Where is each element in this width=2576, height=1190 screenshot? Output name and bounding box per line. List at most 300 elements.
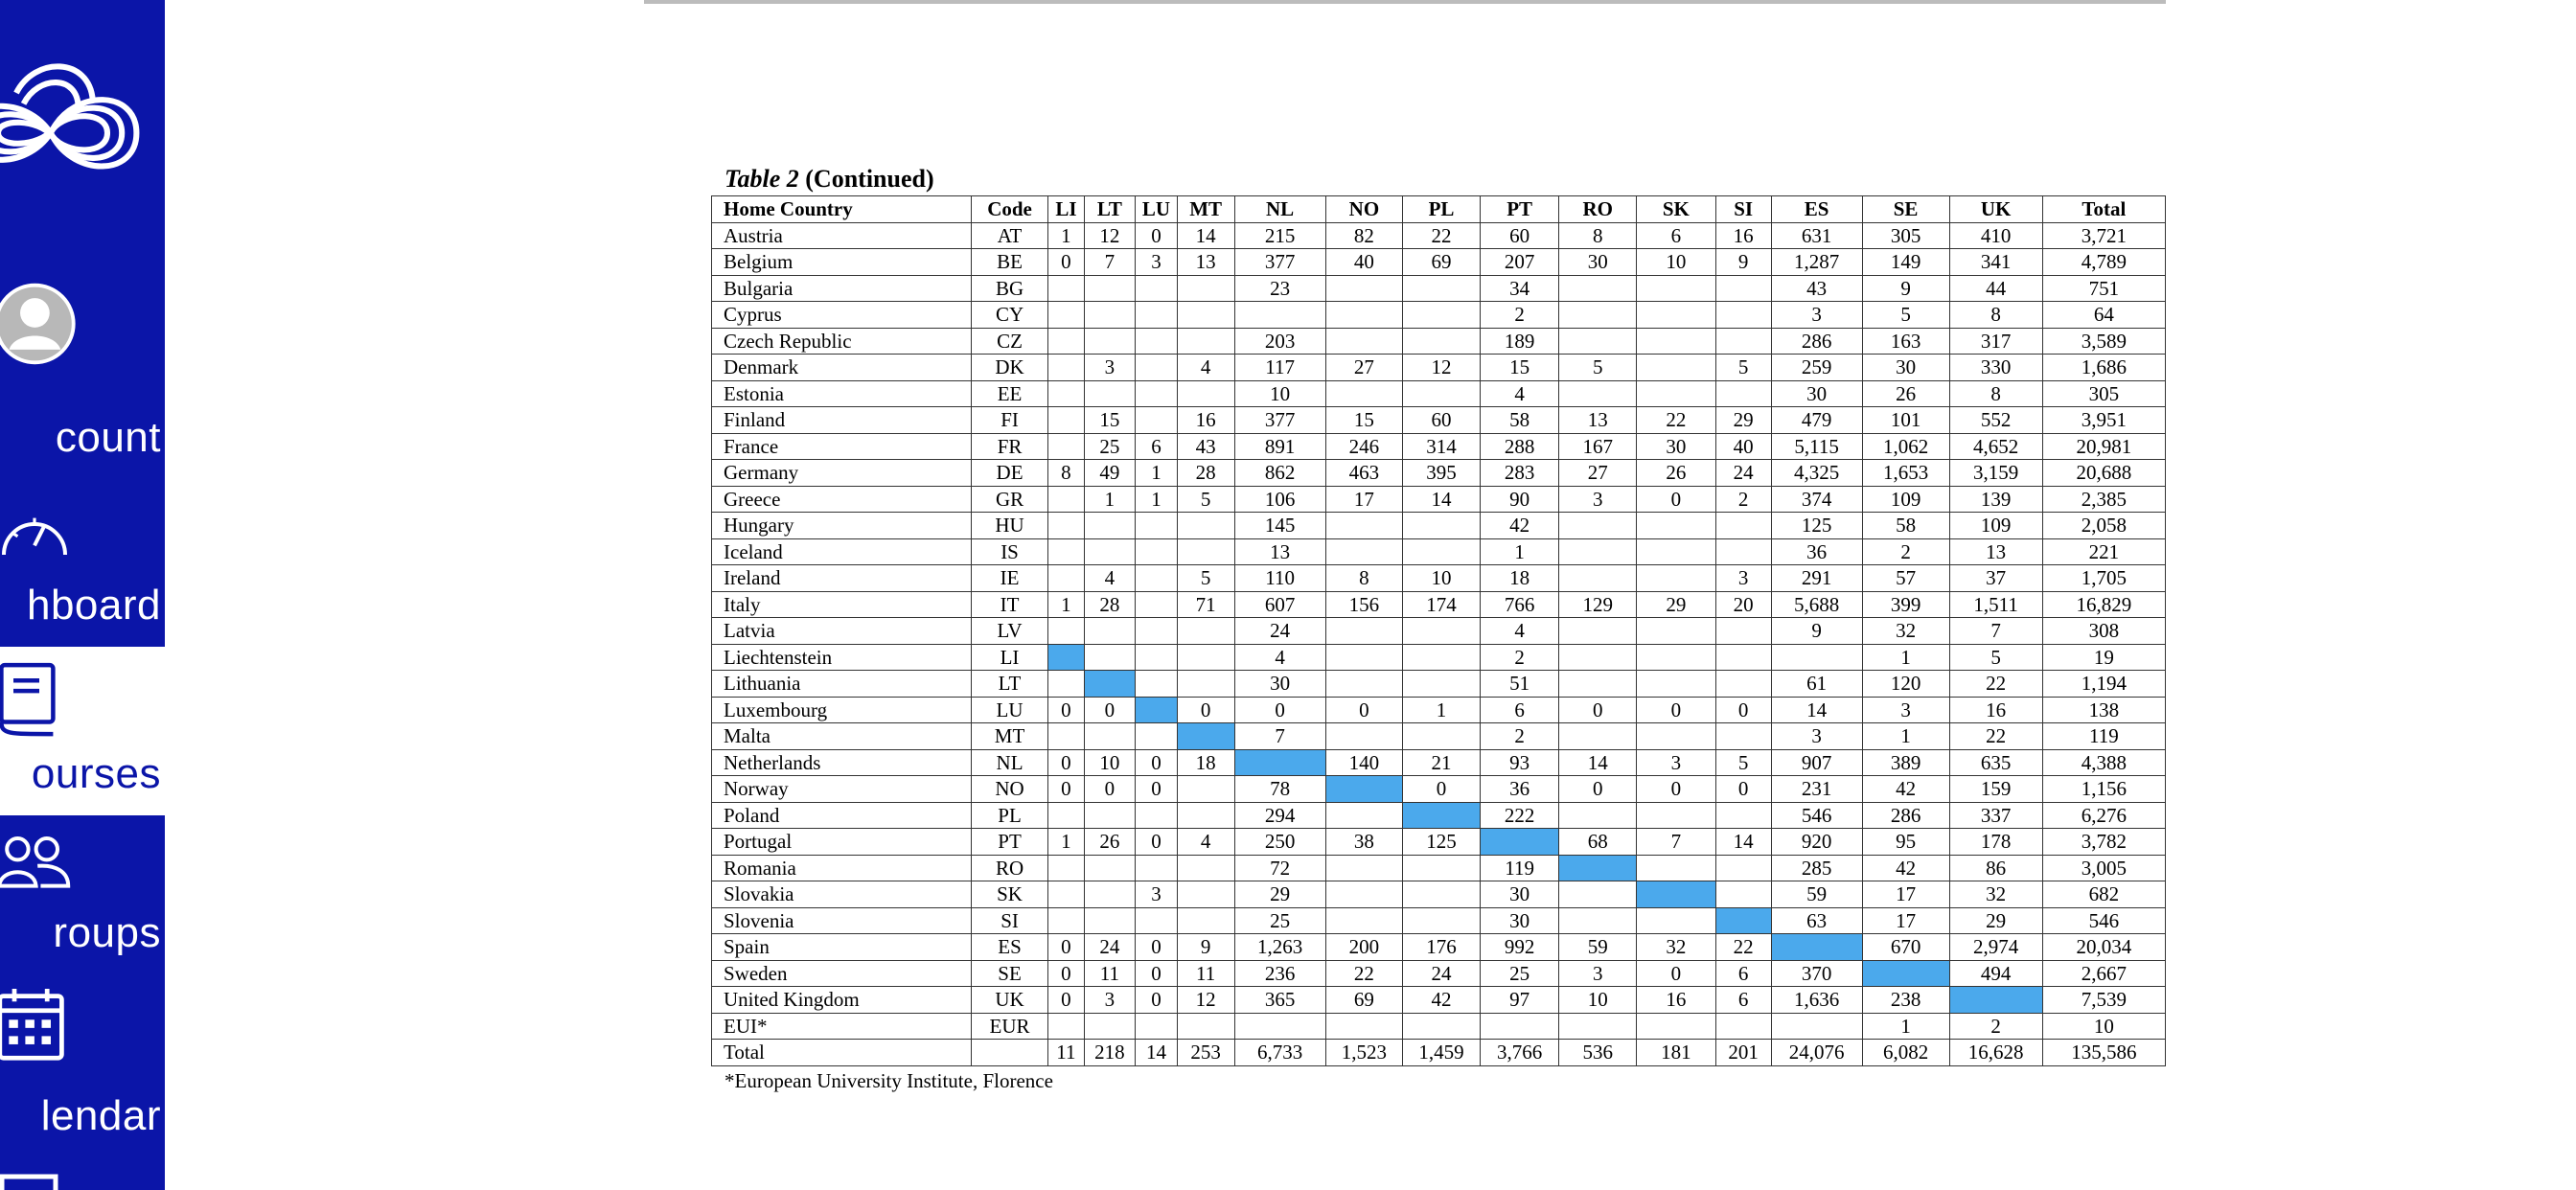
value-cell: 546 bbox=[1771, 802, 1862, 829]
value-cell: 178 bbox=[1949, 829, 2042, 856]
nav-groups-label: roups bbox=[53, 909, 161, 956]
value-cell: 60 bbox=[1480, 222, 1559, 249]
table-row bbox=[712, 960, 2166, 987]
value-cell bbox=[1559, 881, 1637, 908]
value-cell: 8 bbox=[1949, 302, 2042, 329]
value-cell: 12 bbox=[1177, 987, 1234, 1014]
value-cell: 536 bbox=[1559, 1040, 1637, 1066]
value-cell: 4 bbox=[1480, 380, 1559, 407]
table-row bbox=[712, 829, 2166, 856]
value-cell: 3 bbox=[1637, 749, 1716, 776]
value-cell: 43 bbox=[1177, 433, 1234, 460]
table-row bbox=[712, 697, 2166, 723]
code-cell: RO bbox=[971, 855, 1048, 881]
table-row bbox=[712, 1040, 2166, 1066]
value-cell bbox=[1048, 538, 1084, 565]
value-cell: 30 bbox=[1771, 380, 1862, 407]
column-header: NO bbox=[1325, 196, 1403, 223]
column-header: UK bbox=[1949, 196, 2042, 223]
value-cell: 7,539 bbox=[2042, 987, 2165, 1014]
value-cell: 1 bbox=[1480, 538, 1559, 565]
value-cell: 4,388 bbox=[2042, 749, 2165, 776]
value-cell: 20,981 bbox=[2042, 433, 2165, 460]
value-cell bbox=[1862, 960, 1949, 987]
value-cell: 1,511 bbox=[1949, 591, 2042, 618]
value-cell: 17 bbox=[1325, 486, 1403, 513]
value-cell: 174 bbox=[1403, 591, 1481, 618]
value-cell: 2 bbox=[1480, 723, 1559, 750]
value-cell bbox=[1084, 855, 1136, 881]
country-cell: Luxembourg bbox=[712, 697, 972, 723]
value-cell: 1,287 bbox=[1771, 249, 1862, 276]
value-cell: 395 bbox=[1403, 460, 1481, 487]
column-header: PT bbox=[1480, 196, 1559, 223]
country-cell: Cyprus bbox=[712, 302, 972, 329]
value-cell: 7 bbox=[1637, 829, 1716, 856]
value-cell bbox=[1136, 802, 1177, 829]
value-cell: 18 bbox=[1177, 749, 1234, 776]
column-header: MT bbox=[1177, 196, 1234, 223]
value-cell: 8 bbox=[1559, 222, 1637, 249]
value-cell: 0 bbox=[1136, 776, 1177, 803]
value-cell: 6 bbox=[1136, 433, 1177, 460]
value-cell: 3,721 bbox=[2042, 222, 2165, 249]
value-cell: 1 bbox=[1862, 644, 1949, 671]
value-cell: 42 bbox=[1403, 987, 1481, 1014]
value-cell: 16 bbox=[1949, 697, 2042, 723]
column-header: SE bbox=[1862, 196, 1949, 223]
value-cell: 4 bbox=[1177, 829, 1234, 856]
value-cell: 25 bbox=[1480, 960, 1559, 987]
value-cell bbox=[1637, 855, 1716, 881]
value-cell: 20,034 bbox=[2042, 934, 2165, 961]
value-cell: 27 bbox=[1325, 355, 1403, 381]
value-cell bbox=[1325, 802, 1403, 829]
code-cell: PT bbox=[971, 829, 1048, 856]
calendar-icon bbox=[0, 987, 69, 1064]
value-cell: 0 bbox=[1234, 697, 1325, 723]
value-cell: 766 bbox=[1480, 591, 1559, 618]
value-cell bbox=[1136, 538, 1177, 565]
value-cell: 250 bbox=[1234, 829, 1325, 856]
value-cell: 0 bbox=[1715, 697, 1771, 723]
value-cell: 215 bbox=[1234, 222, 1325, 249]
country-cell: Estonia bbox=[712, 380, 972, 407]
value-cell bbox=[1177, 776, 1234, 803]
nav-dashboard-label: hboard bbox=[26, 582, 161, 629]
value-cell: 389 bbox=[1862, 749, 1949, 776]
value-cell bbox=[1136, 302, 1177, 329]
value-cell: 19 bbox=[2042, 644, 2165, 671]
dashboard-icon bbox=[0, 501, 75, 562]
value-cell bbox=[1771, 934, 1862, 961]
country-cell: Slovakia bbox=[712, 881, 972, 908]
code-cell: NO bbox=[971, 776, 1048, 803]
value-cell: 1,156 bbox=[2042, 776, 2165, 803]
value-cell bbox=[1637, 723, 1716, 750]
value-cell: 463 bbox=[1325, 460, 1403, 487]
value-cell bbox=[1403, 380, 1481, 407]
code-cell: SI bbox=[971, 907, 1048, 934]
value-cell: 26 bbox=[1862, 380, 1949, 407]
value-cell: 365 bbox=[1234, 987, 1325, 1014]
value-cell: 44 bbox=[1949, 275, 2042, 302]
value-cell: 51 bbox=[1480, 671, 1559, 698]
value-cell bbox=[1325, 881, 1403, 908]
value-cell bbox=[1084, 618, 1136, 645]
value-cell: 5,688 bbox=[1771, 591, 1862, 618]
value-cell bbox=[1715, 723, 1771, 750]
value-cell: 16 bbox=[1177, 407, 1234, 434]
code-cell: IE bbox=[971, 565, 1048, 592]
country-cell: Iceland bbox=[712, 538, 972, 565]
value-cell: 159 bbox=[1949, 776, 2042, 803]
value-cell: 5 bbox=[1715, 749, 1771, 776]
country-cell: Netherlands bbox=[712, 749, 972, 776]
country-cell: Italy bbox=[712, 591, 972, 618]
value-cell: 3 bbox=[1771, 302, 1862, 329]
country-cell: Sweden bbox=[712, 960, 972, 987]
value-cell bbox=[1084, 275, 1136, 302]
country-cell: Latvia bbox=[712, 618, 972, 645]
value-cell: 58 bbox=[1480, 407, 1559, 434]
country-cell: Bulgaria bbox=[712, 275, 972, 302]
value-cell: 34 bbox=[1480, 275, 1559, 302]
value-cell bbox=[1559, 328, 1637, 355]
page-top-rule bbox=[644, 0, 2166, 4]
value-cell: 18 bbox=[1480, 565, 1559, 592]
value-cell: 14 bbox=[1177, 222, 1234, 249]
value-cell bbox=[1559, 565, 1637, 592]
value-cell bbox=[1177, 907, 1234, 934]
value-cell: 135,586 bbox=[2042, 1040, 2165, 1066]
value-cell bbox=[1771, 1013, 1862, 1040]
country-cell: Hungary bbox=[712, 513, 972, 539]
value-cell: 305 bbox=[1862, 222, 1949, 249]
value-cell: 119 bbox=[2042, 723, 2165, 750]
value-cell bbox=[1403, 881, 1481, 908]
value-cell: 3,589 bbox=[2042, 328, 2165, 355]
table-row bbox=[712, 802, 2166, 829]
value-cell: 0 bbox=[1048, 249, 1084, 276]
value-cell: 9 bbox=[1715, 249, 1771, 276]
value-cell: 145 bbox=[1234, 513, 1325, 539]
value-cell bbox=[1403, 671, 1481, 698]
value-cell bbox=[1325, 513, 1403, 539]
column-header: NL bbox=[1234, 196, 1325, 223]
value-cell bbox=[1715, 513, 1771, 539]
value-cell: 12 bbox=[1084, 222, 1136, 249]
value-cell: 10 bbox=[2042, 1013, 2165, 1040]
value-cell: 78 bbox=[1234, 776, 1325, 803]
table-caption-number: Table 2 bbox=[724, 165, 799, 193]
value-cell: 42 bbox=[1862, 776, 1949, 803]
value-cell: 285 bbox=[1771, 855, 1862, 881]
value-cell: 9 bbox=[1177, 934, 1234, 961]
value-cell: 920 bbox=[1771, 829, 1862, 856]
value-cell: 631 bbox=[1771, 222, 1862, 249]
value-cell: 2 bbox=[1862, 538, 1949, 565]
value-cell bbox=[1325, 275, 1403, 302]
value-cell: 140 bbox=[1325, 749, 1403, 776]
value-cell: 20 bbox=[1715, 591, 1771, 618]
value-cell bbox=[1325, 380, 1403, 407]
nav-calendar[interactable] bbox=[0, 987, 165, 1150]
nav-dashboard[interactable] bbox=[0, 493, 165, 656]
column-header: SK bbox=[1637, 196, 1716, 223]
value-cell: 93 bbox=[1480, 749, 1559, 776]
table-row bbox=[712, 671, 2166, 698]
column-header: ES bbox=[1771, 196, 1862, 223]
value-cell: 24 bbox=[1715, 460, 1771, 487]
value-cell: 992 bbox=[1480, 934, 1559, 961]
value-cell bbox=[1136, 907, 1177, 934]
code-cell: MT bbox=[971, 723, 1048, 750]
table-row bbox=[712, 538, 2166, 565]
value-cell: 16 bbox=[1715, 222, 1771, 249]
value-cell: 552 bbox=[1949, 407, 2042, 434]
value-cell: 2 bbox=[1480, 302, 1559, 329]
value-cell: 149 bbox=[1862, 249, 1949, 276]
value-cell bbox=[1136, 618, 1177, 645]
value-cell: 337 bbox=[1949, 802, 2042, 829]
value-cell: 377 bbox=[1234, 407, 1325, 434]
value-cell: 163 bbox=[1862, 328, 1949, 355]
value-cell: 117 bbox=[1234, 355, 1325, 381]
value-cell: 0 bbox=[1559, 776, 1637, 803]
value-cell: 5 bbox=[1559, 355, 1637, 381]
value-cell: 17 bbox=[1862, 907, 1949, 934]
value-cell bbox=[1559, 644, 1637, 671]
nav-account[interactable] bbox=[0, 280, 165, 461]
value-cell: 6,276 bbox=[2042, 802, 2165, 829]
code-cell: CZ bbox=[971, 328, 1048, 355]
value-cell: 0 bbox=[1136, 829, 1177, 856]
value-cell bbox=[1048, 855, 1084, 881]
value-cell: 4 bbox=[1234, 644, 1325, 671]
value-cell: 9 bbox=[1771, 618, 1862, 645]
value-cell: 1,523 bbox=[1325, 1040, 1403, 1066]
value-cell: 7 bbox=[1234, 723, 1325, 750]
code-cell: AT bbox=[971, 222, 1048, 249]
value-cell bbox=[1715, 275, 1771, 302]
value-cell bbox=[1559, 513, 1637, 539]
value-cell: 6,082 bbox=[1862, 1040, 1949, 1066]
value-cell: 3 bbox=[1136, 249, 1177, 276]
value-cell bbox=[1325, 671, 1403, 698]
value-cell: 2,385 bbox=[2042, 486, 2165, 513]
value-cell: 28 bbox=[1084, 591, 1136, 618]
value-cell bbox=[1559, 671, 1637, 698]
app-logo-icon bbox=[0, 38, 144, 220]
table-row bbox=[712, 907, 2166, 934]
value-cell: 3 bbox=[1862, 697, 1949, 723]
nav-groups[interactable] bbox=[0, 829, 165, 992]
code-cell: NL bbox=[971, 749, 1048, 776]
value-cell: 6,733 bbox=[1234, 1040, 1325, 1066]
value-cell: 3 bbox=[1559, 960, 1637, 987]
nav-courses[interactable] bbox=[0, 647, 165, 815]
value-cell bbox=[1048, 433, 1084, 460]
value-cell bbox=[1234, 1013, 1325, 1040]
country-cell: Denmark bbox=[712, 355, 972, 381]
value-cell: 20,688 bbox=[2042, 460, 2165, 487]
value-cell: 1 bbox=[1403, 697, 1481, 723]
value-cell: 22 bbox=[1325, 960, 1403, 987]
column-header: LT bbox=[1084, 196, 1136, 223]
value-cell: 10 bbox=[1637, 249, 1716, 276]
value-cell: 106 bbox=[1234, 486, 1325, 513]
value-cell bbox=[1715, 538, 1771, 565]
table-row bbox=[712, 565, 2166, 592]
country-cell: Spain bbox=[712, 934, 972, 961]
value-cell bbox=[1084, 671, 1136, 698]
value-cell bbox=[1715, 302, 1771, 329]
value-cell: 6 bbox=[1637, 222, 1716, 249]
value-cell: 751 bbox=[2042, 275, 2165, 302]
value-cell bbox=[1136, 513, 1177, 539]
value-cell: 1,705 bbox=[2042, 565, 2165, 592]
document-page bbox=[711, 163, 2166, 1095]
value-cell bbox=[1084, 881, 1136, 908]
value-cell: 13 bbox=[1177, 249, 1234, 276]
value-cell bbox=[1048, 723, 1084, 750]
table-row bbox=[712, 749, 2166, 776]
value-cell bbox=[1559, 907, 1637, 934]
value-cell: 23 bbox=[1234, 275, 1325, 302]
value-cell bbox=[1048, 328, 1084, 355]
value-cell: 3 bbox=[1084, 355, 1136, 381]
value-cell: 29 bbox=[1949, 907, 2042, 934]
value-cell: 0 bbox=[1048, 776, 1084, 803]
country-cell: Germany bbox=[712, 460, 972, 487]
value-cell bbox=[1637, 644, 1716, 671]
value-cell bbox=[1559, 538, 1637, 565]
column-header: SI bbox=[1715, 196, 1771, 223]
value-cell: 0 bbox=[1637, 776, 1716, 803]
table-caption bbox=[711, 163, 2166, 195]
column-header: Code bbox=[971, 196, 1048, 223]
code-cell: ES bbox=[971, 934, 1048, 961]
value-cell: 30 bbox=[1637, 433, 1716, 460]
value-cell: 1 bbox=[1136, 460, 1177, 487]
code-cell: LI bbox=[971, 644, 1048, 671]
value-cell: 294 bbox=[1234, 802, 1325, 829]
code-cell: IT bbox=[971, 591, 1048, 618]
value-cell: 29 bbox=[1715, 407, 1771, 434]
code-cell: BG bbox=[971, 275, 1048, 302]
value-cell bbox=[1177, 275, 1234, 302]
value-cell bbox=[1177, 671, 1234, 698]
value-cell bbox=[1084, 538, 1136, 565]
value-cell bbox=[1637, 618, 1716, 645]
value-cell bbox=[1403, 328, 1481, 355]
value-cell bbox=[1177, 644, 1234, 671]
value-cell: 0 bbox=[1637, 486, 1716, 513]
value-cell: 1,686 bbox=[2042, 355, 2165, 381]
value-cell bbox=[1403, 907, 1481, 934]
value-cell bbox=[1480, 829, 1559, 856]
value-cell: 11 bbox=[1177, 960, 1234, 987]
value-cell bbox=[1325, 776, 1403, 803]
value-cell bbox=[1177, 380, 1234, 407]
value-cell bbox=[1771, 644, 1862, 671]
value-cell: 14 bbox=[1771, 697, 1862, 723]
table-row bbox=[712, 275, 2166, 302]
value-cell: 22 bbox=[1403, 222, 1481, 249]
value-cell: 3 bbox=[1136, 881, 1177, 908]
value-cell: 15 bbox=[1084, 407, 1136, 434]
value-cell: 2 bbox=[1480, 644, 1559, 671]
value-cell bbox=[1177, 855, 1234, 881]
value-cell: 69 bbox=[1403, 249, 1481, 276]
value-cell bbox=[1637, 513, 1716, 539]
value-cell: 8 bbox=[1048, 460, 1084, 487]
value-cell: 2,974 bbox=[1949, 934, 2042, 961]
value-cell: 30 bbox=[1862, 355, 1949, 381]
value-cell bbox=[1084, 723, 1136, 750]
value-cell: 36 bbox=[1771, 538, 1862, 565]
value-cell: 0 bbox=[1637, 697, 1716, 723]
value-cell: 176 bbox=[1403, 934, 1481, 961]
code-cell: LV bbox=[971, 618, 1048, 645]
value-cell: 11 bbox=[1084, 960, 1136, 987]
value-cell: 38 bbox=[1325, 829, 1403, 856]
value-cell: 32 bbox=[1862, 618, 1949, 645]
value-cell: 907 bbox=[1771, 749, 1862, 776]
value-cell: 0 bbox=[1136, 749, 1177, 776]
value-cell bbox=[1715, 328, 1771, 355]
value-cell: 15 bbox=[1480, 355, 1559, 381]
code-cell: HU bbox=[971, 513, 1048, 539]
value-cell: 0 bbox=[1136, 934, 1177, 961]
value-cell: 203 bbox=[1234, 328, 1325, 355]
value-cell bbox=[1177, 1013, 1234, 1040]
value-cell: 0 bbox=[1136, 222, 1177, 249]
value-cell bbox=[1048, 671, 1084, 698]
value-cell bbox=[1559, 802, 1637, 829]
value-cell: 0 bbox=[1403, 776, 1481, 803]
value-cell: 24 bbox=[1403, 960, 1481, 987]
value-cell: 5 bbox=[1177, 486, 1234, 513]
value-cell: 3,005 bbox=[2042, 855, 2165, 881]
value-cell: 60 bbox=[1403, 407, 1481, 434]
value-cell: 36 bbox=[1480, 776, 1559, 803]
value-cell: 61 bbox=[1771, 671, 1862, 698]
value-cell: 22 bbox=[1949, 671, 2042, 698]
value-cell bbox=[1048, 380, 1084, 407]
value-cell: 305 bbox=[2042, 380, 2165, 407]
nav-courses-label: ourses bbox=[31, 750, 161, 797]
value-cell: 5,115 bbox=[1771, 433, 1862, 460]
value-cell: 10 bbox=[1403, 565, 1481, 592]
table-row bbox=[712, 328, 2166, 355]
code-cell: IS bbox=[971, 538, 1048, 565]
value-cell: 13 bbox=[1234, 538, 1325, 565]
value-cell bbox=[1084, 802, 1136, 829]
value-cell: 546 bbox=[2042, 907, 2165, 934]
value-cell: 1,459 bbox=[1403, 1040, 1481, 1066]
value-cell bbox=[1136, 275, 1177, 302]
value-cell bbox=[1084, 1013, 1136, 1040]
table-footnote: *European University Institute, Florence bbox=[724, 1068, 1053, 1092]
value-cell: 12 bbox=[1403, 355, 1481, 381]
value-cell bbox=[1136, 407, 1177, 434]
value-cell: 58 bbox=[1862, 513, 1949, 539]
value-cell: 30 bbox=[1480, 881, 1559, 908]
code-cell: CY bbox=[971, 302, 1048, 329]
value-cell bbox=[1048, 907, 1084, 934]
